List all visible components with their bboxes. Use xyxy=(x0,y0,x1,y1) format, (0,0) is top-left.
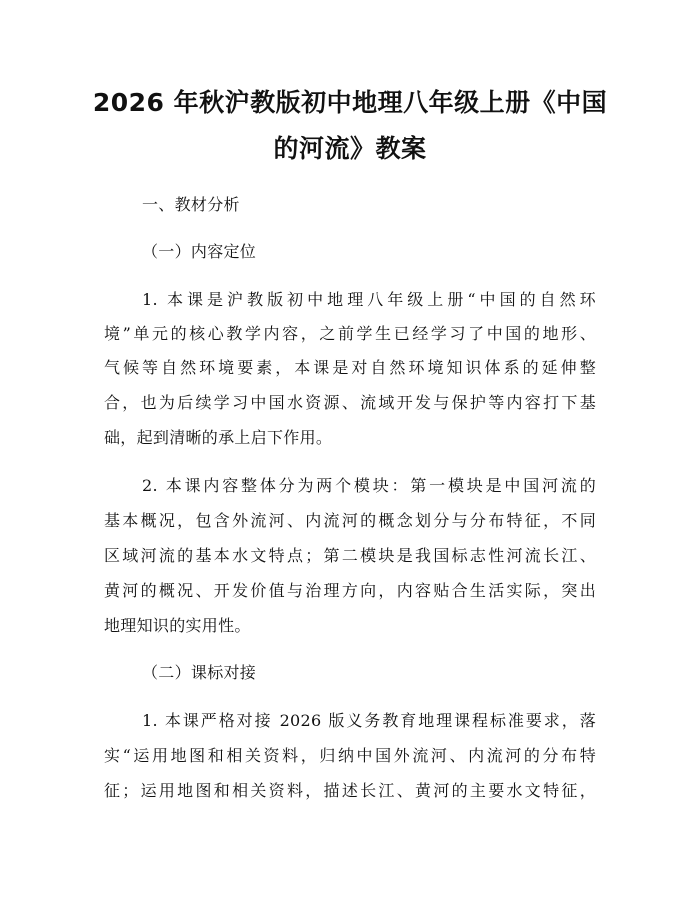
paragraph-1-line-2: 境”单元的核心教学内容，之前学生已经学习了中国的地形、 xyxy=(104,324,596,343)
document-title-line-2: 的河流》教案 xyxy=(273,134,427,163)
paragraph-2-line-5: 地理知识的实用性。 xyxy=(104,616,251,635)
subsection-heading-content-positioning: （一）内容定位 xyxy=(142,242,257,261)
paragraph-1-line-1: 1. 本课是沪教版初中地理八年级上册“中国的自然环 xyxy=(142,290,596,309)
paragraph-1-line-3: 气候等自然环境要素，本课是对自然环境知识体系的延伸整 xyxy=(104,358,596,377)
paragraph-1-line-4: 合，也为后续学习中国水资源、流域开发与保护等内容打下基 xyxy=(104,393,596,412)
subsection-heading-curriculum-alignment: （二）课标对接 xyxy=(142,663,257,682)
paragraph-3-line-2: 实“运用地图和相关资料，归纳中国外流河、内流河的分布特 xyxy=(104,746,596,765)
paragraph-3-line-3: 征；运用地图和相关资料，描述长江、黄河的主要水文特征， xyxy=(104,781,596,800)
paragraph-2-line-1: 2. 本课内容整体分为两个模块：第一模块是中国河流的 xyxy=(142,476,596,495)
paragraph-2-line-4: 黄河的概况、开发价值与治理方向，内容贴合生活实际，突出 xyxy=(104,581,596,600)
paragraph-2-line-3: 区域河流的基本水文特点；第二模块是我国标志性河流长江、 xyxy=(104,546,596,565)
document-title-line-1: 2026 年秋沪教版初中地理八年级上册《中国 xyxy=(92,88,608,117)
paragraph-2-line-2: 基本概况，包含外流河、内流河的概念划分与分布特征，不同 xyxy=(104,511,596,530)
paragraph-3-line-1: 1. 本课严格对接 2026 版义务教育地理课程标准要求，落 xyxy=(142,711,596,730)
paragraph-1-line-5: 础，起到清晰的承上启下作用。 xyxy=(104,428,333,447)
section-heading-textbook-analysis: 一、教材分析 xyxy=(142,195,240,214)
